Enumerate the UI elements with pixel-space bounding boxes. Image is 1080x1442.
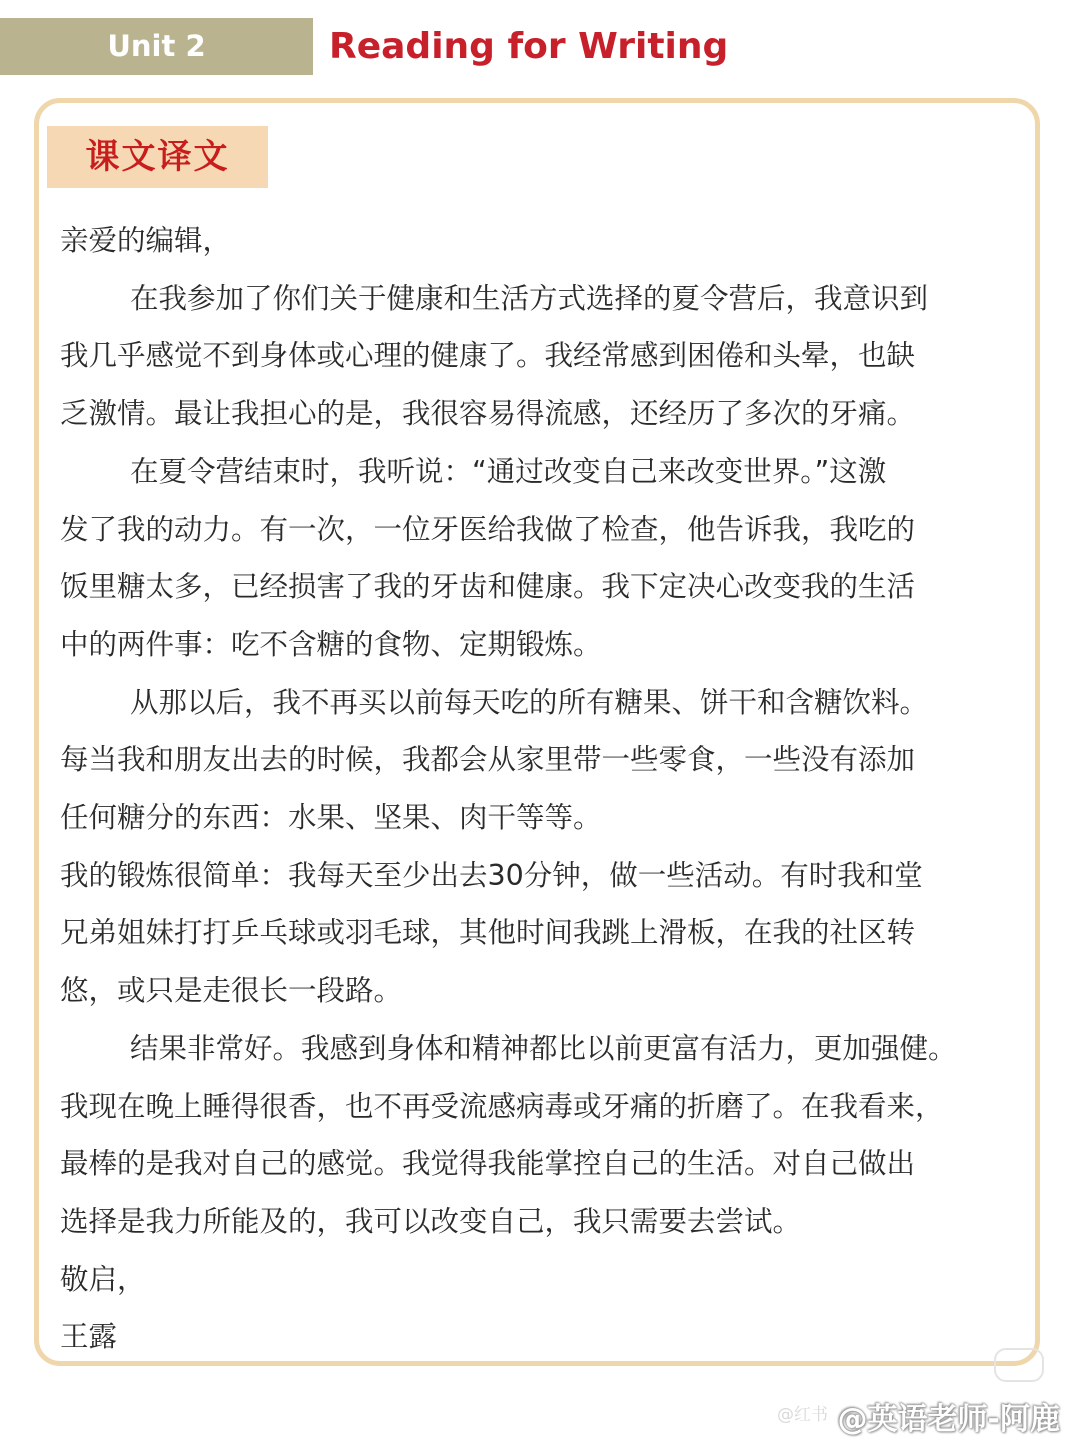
letter-line: 在我参加了你们关于健康和生活方式选择的夏令营后，我意识到 (130, 281, 929, 315)
letter-line: 最棒的是我对自己的感觉。我觉得我能掌控自己的生活。对自己做出 (60, 1147, 916, 1181)
letter-line: 发了我的动力。有一次，一位牙医给我做了检查，他告诉我，我吃的 (60, 512, 916, 546)
letter-line: 我现在晚上睡得很香，也不再受流感病毒或牙痛的折磨了。在我看来， (60, 1089, 944, 1123)
watermark-handle: @英语老师-阿鹿 (837, 1402, 1060, 1437)
letter-signature: 王露 (60, 1320, 118, 1354)
letter-closing: 敬启， (60, 1262, 146, 1296)
letter-line: 我几乎感觉不到身体或心理的健康了。我经常感到困倦和头晕，也缺 (60, 339, 916, 373)
letter-line: 乏激情。最让我担心的是，我很容易得流感，还经历了多次的牙痛。 (60, 397, 916, 431)
letter-line: 在夏令营结束时，我听说：“通过改变自己来改变世界。”这激 (130, 454, 887, 488)
letter-line: 每当我和朋友出去的时候，我都会从家里带一些零食，一些没有添加 (60, 743, 916, 777)
unit-tag: Unit 2 (0, 18, 313, 75)
stamp-icon (994, 1348, 1044, 1382)
letter-line: 选择是我力所能及的，我可以改变自己，我只需要去尝试。 (60, 1204, 802, 1238)
letter-line: 我的锻炼很简单：我每天至少出去30分钟，做一些活动。有时我和堂 (60, 858, 923, 892)
section-label: 课文译文 (47, 126, 268, 188)
letter-line: 结果非常好。我感到身体和精神都比以前更富有活力，更加强健。 (130, 1031, 957, 1065)
letter-body (60, 212, 1035, 1366)
watermark-small: @红书 (777, 1405, 828, 1425)
letter-salutation: 亲爱的编辑， (60, 224, 232, 257)
page-title: Reading for Writing (329, 26, 729, 67)
letter-line: 兄弟姐妹打打乒乓球或羽毛球，其他时间我跳上滑板，在我的社区转 (60, 916, 916, 950)
letter-line: 从那以后，我不再买以前每天吃的所有糖果、饼干和含糖饮料。 (130, 685, 929, 719)
letter-line: 中的两件事：吃不含糖的食物、定期锻炼。 (60, 627, 602, 661)
letter-line: 悠，或只是走很长一段路。 (60, 974, 403, 1008)
letter-line: 饭里糖太多，已经损害了我的牙齿和健康。我下定决心改变我的生活 (60, 570, 916, 604)
letter-line: 任何糖分的东西：水果、坚果、肉干等等。 (60, 801, 602, 835)
